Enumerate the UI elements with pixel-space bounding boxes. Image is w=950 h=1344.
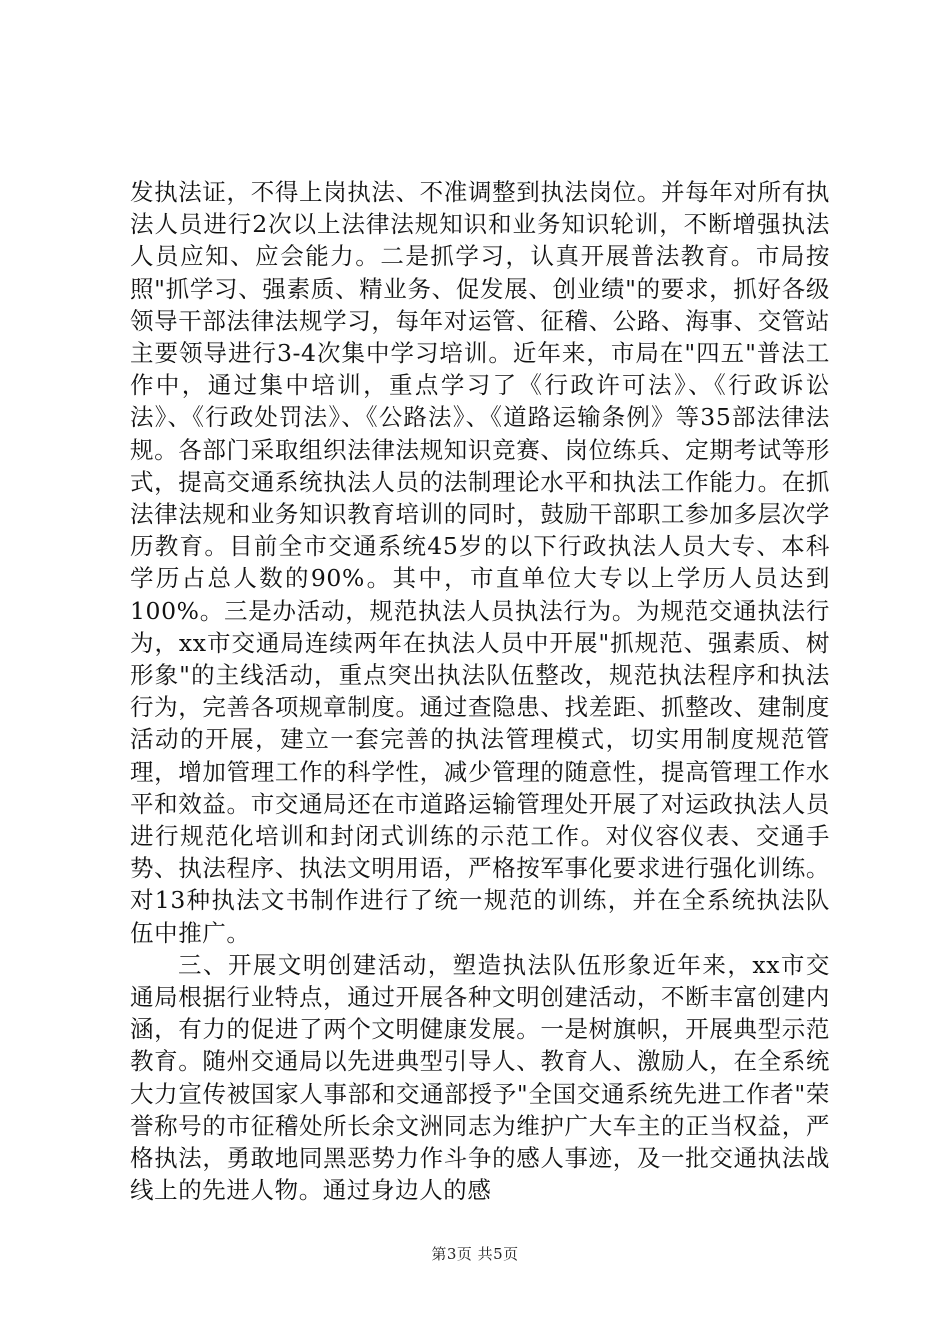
paragraph-2: 三、开展文明创建活动，塑造执法队伍形象近年来，xx市交通局根据行业特点，通过开展各种文明创建活动，不断丰富创建内涵，有力的促进了两个文明健康发展。一是树旗帜，开展典型示范教育。随州交通局以先进典型引导人、教育人、激励人，在全系统大力宣传被国家人事部和交通部授予"全国交通系统先进工作者"荣誉称号的市征稽处所长余文洲同志为维护广大车主的正当权益，严格执法，勇敢地同黑恶势力作斗争的感人事迹，及一批交通执法战线上的先进人物。通过身边人的感 <box>130 950 830 1205</box>
paragraph-1: 发执法证，不得上岗执法、不准调整到执法岗位。并每年对所有执法人员进行2次以上法律法规知识和业务知识轮训，不断增强执法人员应知、应会能力。二是抓学习，认真开展普法教育。市局按照"抓学习、强素质、精业务、促发展、创业绩"的要求，抓好各级领导干部法律法规学习，每年对运管、征稽、公路、海事、交管站主要领导进行3-4次集中学习培训。近年来，市局在"四五"普法工作中，通过集中培训，重点学习了《行政许可法》、《行政诉讼法》、《行政处罚法》、《公路法》、《道路运输条例》等35部法律法规。各部门采取组织法律法规知识竞赛、岗位练兵、定期考试等形式，提高交通系统执法人员的法制理论水平和执法工作能力。在抓法律法规和业务知识教育培训的同时，鼓励干部职工参加多层次学历教育。目前全市交通系统45岁的以下行政执法人员大专、本科学历占总人数的90%。其中，市直单位大专以上学历人员达到100%。三是办活动，规范执法人员执法行为。为规范交通执法行为，xx市交通局连续两年在执法人员中开展"抓规范、强素质、树形象"的主线活动，重点突出执法队伍整改，规范执法程序和执法行为，完善各项规章制度。通过查隐患、找差距、抓整改、建制度活动的开展，建立一套完善的执法管理模式，切实用制度规范管理，增加管理工作的科学性，减少管理的随意性，提高管理工作水平和效益。市交通局还在市道路运输管理处开展了对运政执法人员进行规范化培训和封闭式训练的示范工作。对仪容仪表、交通手势、执法程序、执法文明用语，严格按军事化要求进行强化训练。对13种执法文书制作进行了统一规范的训练，并在全系统执法队伍中推广。 <box>130 178 830 947</box>
document-body <box>130 176 830 1207</box>
page-number-footer: 第3页 共5页 <box>431 1245 519 1263</box>
